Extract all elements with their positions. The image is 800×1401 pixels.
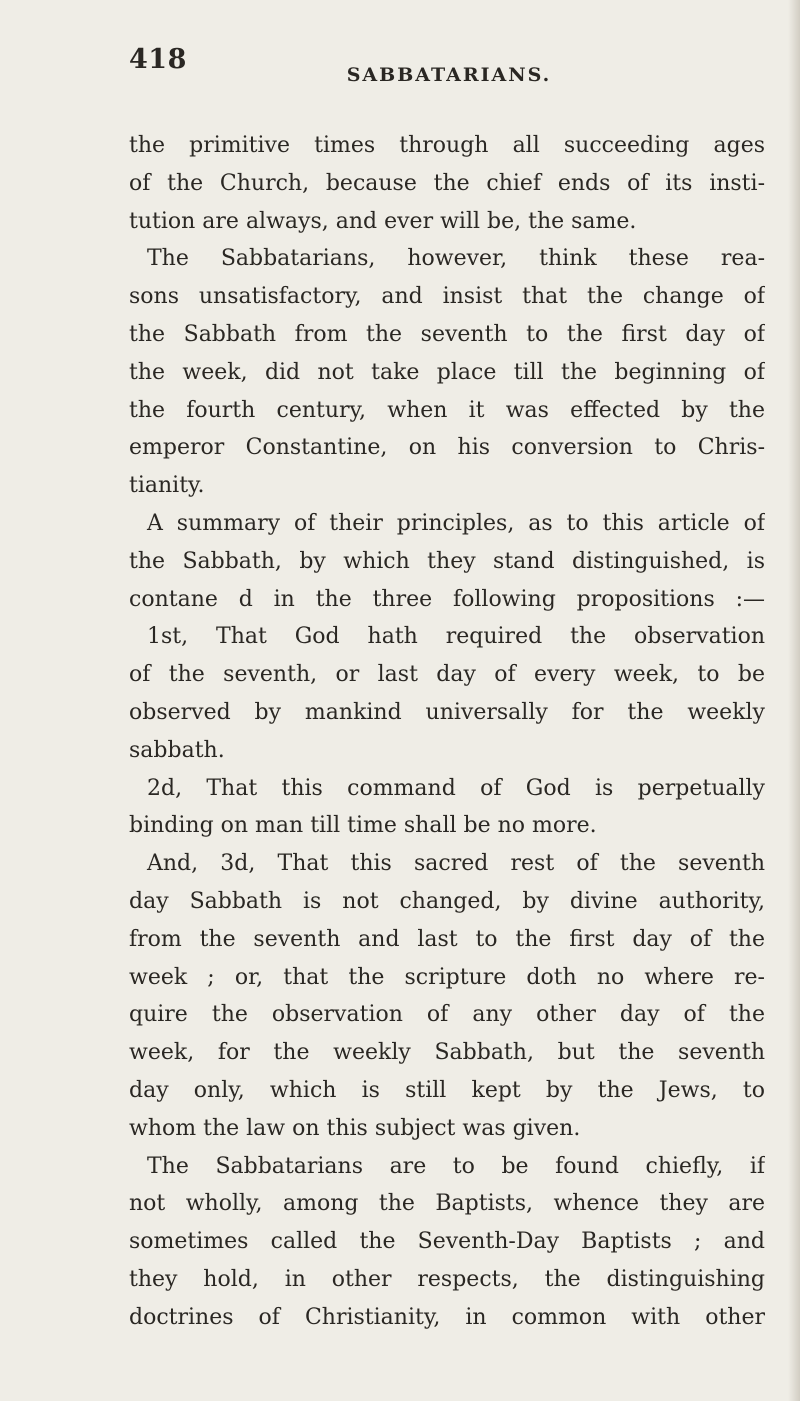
- text-line: the week, did not take place till the beginning of: [129, 359, 765, 385]
- text-line: emperor Constantine, on his conversion to Chris-: [129, 435, 765, 461]
- text-line: observed by mankind universally for the weekly: [129, 699, 765, 725]
- text-line: tution are always, and ever will be, the same.: [129, 208, 637, 234]
- text-line: of the seventh, or last day of every week, to be: [129, 662, 765, 688]
- text-line: from the seventh and last to the first day of the: [129, 926, 765, 952]
- text-line: whom the law on this subject was given.: [129, 1115, 581, 1141]
- text-line: the fourth century, when it was effected by the: [129, 397, 765, 423]
- text-line: The Sabbatarians are to be found chiefly, if: [147, 1153, 765, 1179]
- text-line: binding on man till time shall be no more.: [129, 813, 597, 839]
- text-line: doctrines of Christianity, in common with other: [129, 1304, 765, 1330]
- text-line: not wholly, among the Baptists, whence they are: [129, 1191, 765, 1217]
- text-line: 1st, That God hath required the observation: [147, 624, 765, 650]
- text-line: the primitive times through all succeeding ages: [129, 133, 765, 158]
- text-line: sometimes called the Seventh-Day Baptists ; and: [129, 1229, 765, 1255]
- page-number: 418: [129, 44, 187, 75]
- text-line: tianity.: [129, 473, 205, 499]
- text-line: day only, which is still kept by the Jews, to: [129, 1077, 765, 1103]
- page-header: [129, 44, 769, 88]
- text-line: 2d, That this command of God is perpetually: [147, 775, 765, 801]
- text-line: they hold, in other respects, the distinguishing: [129, 1266, 765, 1292]
- text-line: week, for the weekly Sabbath, but the seventh: [129, 1040, 765, 1066]
- text-line: The Sabbatarians, however, think these rea-: [147, 246, 765, 272]
- text-line: the Sabbath, by which they stand distinguished, is: [129, 548, 765, 574]
- text-line: And, 3d, That this sacred rest of the seventh: [147, 851, 765, 877]
- text-line: week ; or, that the scripture doth no where re-: [129, 964, 765, 990]
- text-line: sabbath.: [129, 737, 225, 763]
- text-line: sons unsatisfactory, and insist that the change of: [129, 284, 765, 310]
- body-text: [129, 127, 765, 1337]
- text-line: of the Church, because the chief ends of its insti-: [129, 170, 765, 196]
- text-line: quire the observation of any other day of the: [129, 1002, 765, 1028]
- text-line: A summary of their principles, as to this article of: [147, 510, 765, 536]
- running-head: SABBATARIANS.: [346, 64, 552, 86]
- text-line: day Sabbath is not changed, by divine authority,: [129, 888, 765, 914]
- page-edge-shadow: [788, 0, 800, 1401]
- text-line: contane d in the three following propositions :—: [129, 586, 765, 612]
- text-line: the Sabbath from the seventh to the first day of: [129, 321, 765, 347]
